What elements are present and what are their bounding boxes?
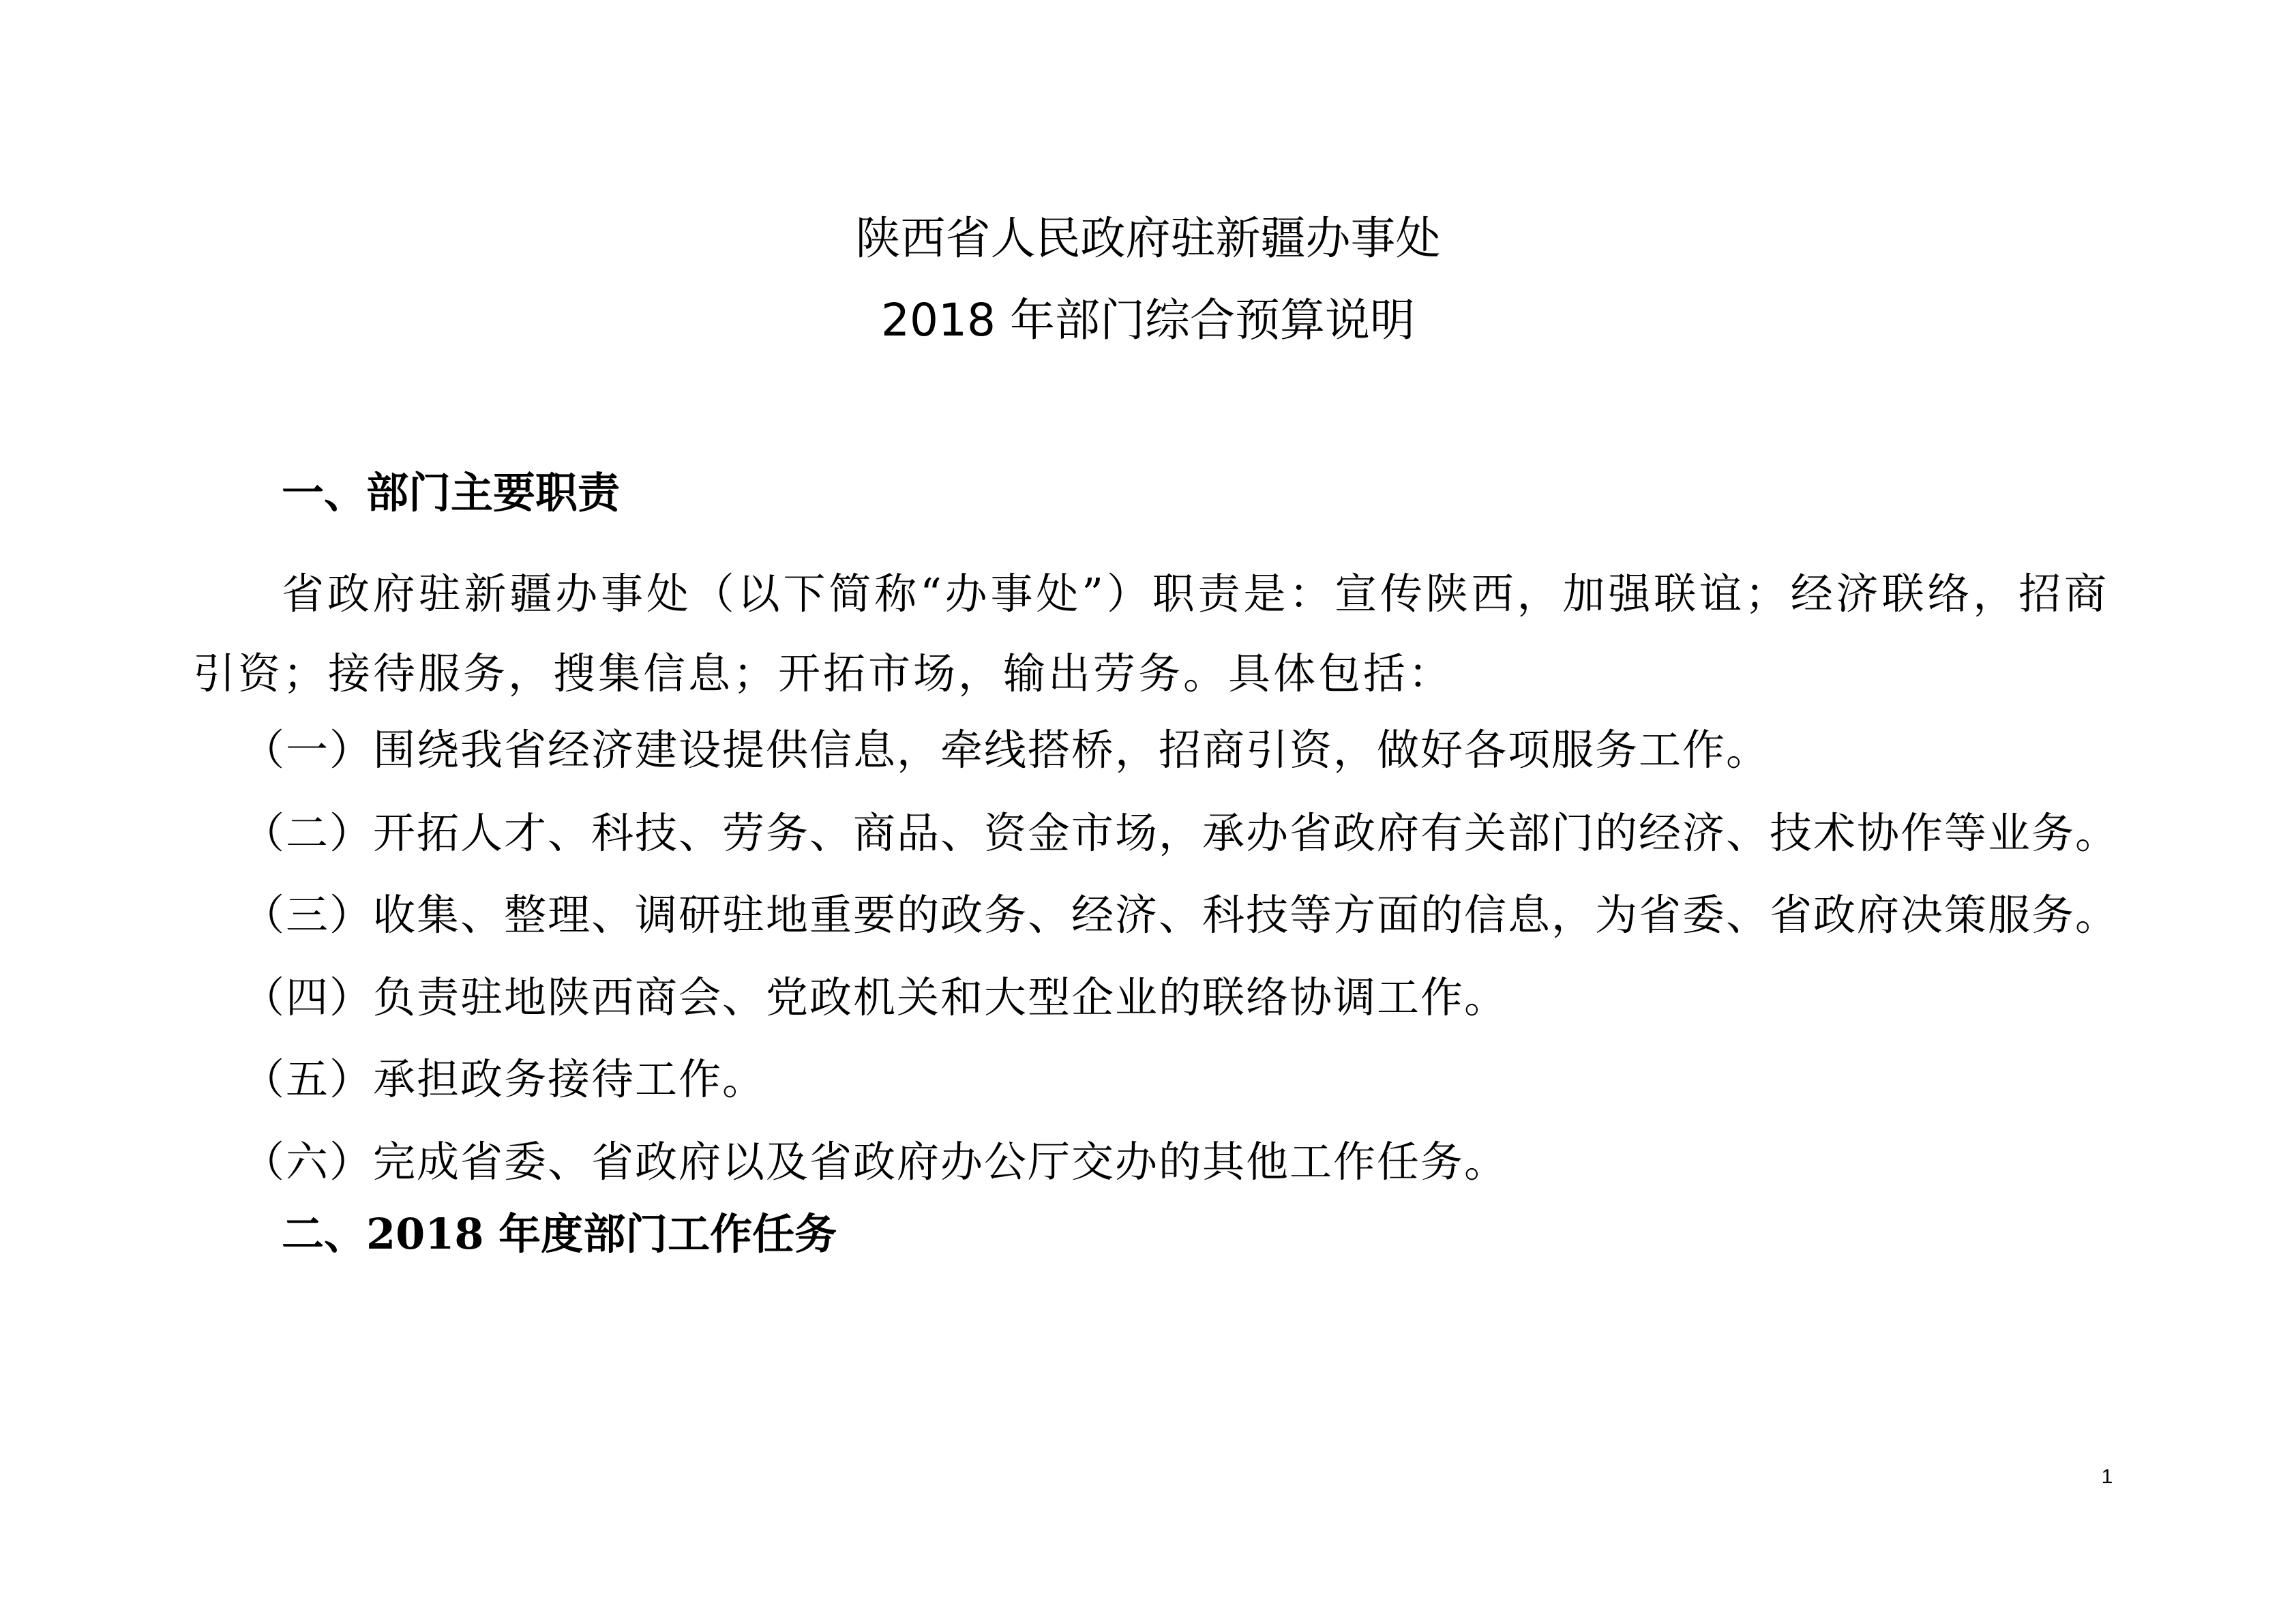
duty-item: （一）围绕我省经济建设提供信息，牵线搭桥，招商引资，做好各项服务工作。: [242, 725, 1770, 775]
section-heading-tasks: 二、2018 年度部门工作任务: [282, 1209, 837, 1259]
duty-item: （六）完成省委、省政府以及省政府办公厅交办的其他工作任务。: [242, 1137, 1508, 1187]
intro-paragraph: 省政府驻新疆办事处（以下简称“办事处”）职责是：宣传陕西，加强联谊；经济联络，招商引资；接待服务，搜集信息；开拓市场，输出劳务。具体包括：: [193, 569, 2109, 698]
document-title-line-1: 陕西省人民政府驻新疆办事处: [855, 212, 1441, 265]
duty-item: （三）收集、整理、调研驻地重要的政务、经济、科技等方面的信息，为省委、省政府决策服务。: [242, 890, 2119, 940]
page-number: 1: [2101, 1465, 2113, 1488]
duty-item: （二）开拓人才、科技、劳务、商品、资金市场，承办省政府有关部门的经济、技术协作等业务。: [242, 808, 2119, 858]
duty-item: （四）负责驻地陕西商会、党政机关和大型企业的联络协调工作。: [242, 972, 1508, 1022]
duty-item: （五）承担政务接待工作。: [242, 1054, 766, 1104]
section-heading-duties: 一、部门主要职责: [282, 468, 621, 518]
document-title-line-2: 2018 年部门综合预算说明: [881, 294, 1415, 346]
